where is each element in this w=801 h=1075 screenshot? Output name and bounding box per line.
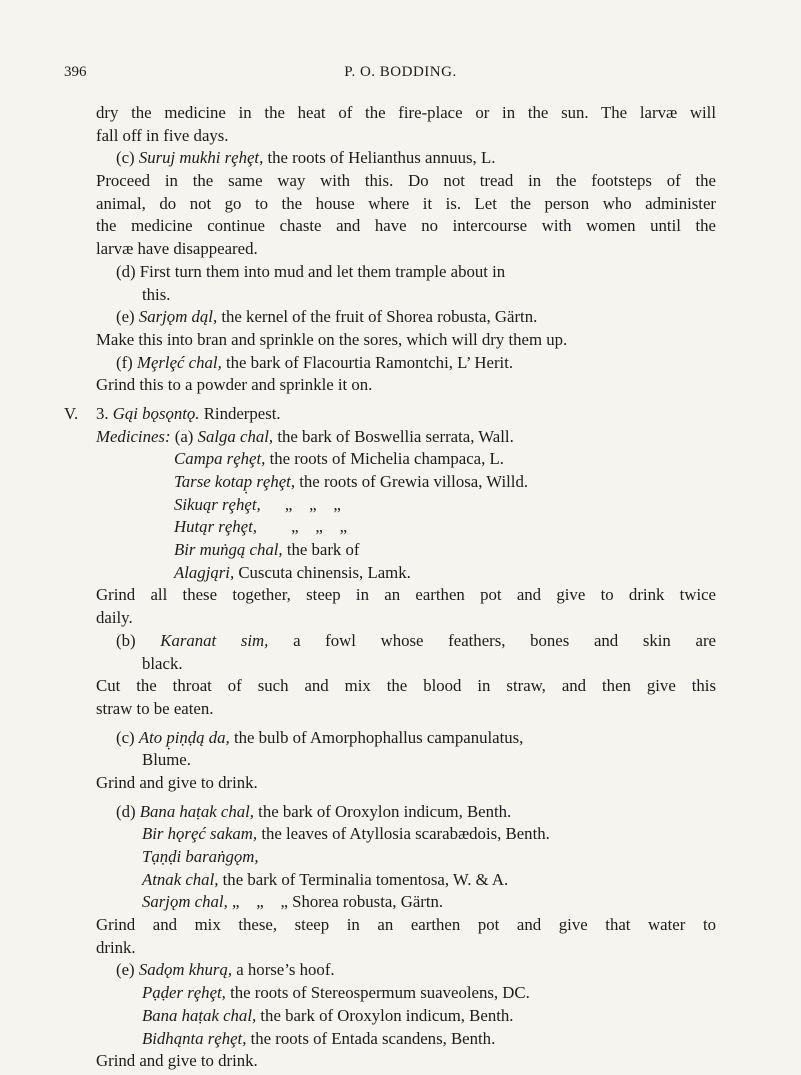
description: a fowl whose feathers, bones and skin are bbox=[293, 630, 716, 650]
item-label: (d) bbox=[116, 801, 136, 821]
remedy-line bbox=[96, 801, 716, 824]
text-line: Cut the throat of such and mix the blood in straw, and then give this bbox=[96, 676, 716, 696]
santali-term: Alagjąri, bbox=[174, 562, 235, 582]
remedy-line bbox=[96, 891, 716, 914]
item-label: (c) bbox=[116, 148, 135, 168]
remedy-line bbox=[96, 147, 716, 170]
text-line: this. bbox=[142, 284, 171, 304]
description: the roots of Helianthus annuus, L. bbox=[267, 148, 496, 168]
santali-term: Sarjǫm dąl, bbox=[138, 307, 218, 327]
remedy-line bbox=[96, 982, 716, 1005]
text-line: larvæ have disappeared. bbox=[96, 239, 258, 259]
santali-term: Bir muṅgą chal, bbox=[174, 540, 283, 560]
remedy-line bbox=[96, 823, 716, 846]
item-label: (e) bbox=[116, 960, 135, 980]
ditto-marks: „ „ „ bbox=[284, 494, 341, 514]
text-line: daily. bbox=[96, 608, 133, 628]
text-line: Blume. bbox=[142, 750, 191, 770]
description: the roots of Entada scandens, Benth. bbox=[250, 1028, 496, 1048]
page-header bbox=[0, 64, 801, 88]
text-line: animal, do not go to the house where it is. Let the person who administer bbox=[96, 193, 716, 213]
text-line: black. bbox=[142, 653, 183, 673]
section-number: 3. bbox=[96, 403, 109, 423]
item-label: (f) bbox=[116, 352, 133, 372]
description: the bark of Terminalia tomentosa, W. & A. bbox=[222, 869, 509, 889]
text-line: drink. bbox=[96, 937, 136, 957]
remedy-line bbox=[96, 261, 716, 284]
remedy-line bbox=[96, 727, 716, 750]
remedy-line bbox=[96, 959, 716, 982]
page-number: 396 bbox=[64, 64, 87, 80]
remedy-line bbox=[96, 471, 716, 494]
text-line: Proceed in the same way with this. Do not tread in the footsteps of the bbox=[96, 171, 716, 191]
text-line: Make this into bran and sprinkle on the sores, which will dry them up. bbox=[96, 329, 568, 349]
medicines-prefix: Medicines: bbox=[96, 426, 171, 446]
remedy-line bbox=[96, 448, 716, 471]
santali-term: Mȩrlȩć chal, bbox=[136, 352, 222, 372]
ditto-marks: „ „ „ bbox=[231, 892, 288, 912]
santali-term: Bana haṭak chal, bbox=[142, 1005, 257, 1025]
text-line: fall off in five days. bbox=[96, 125, 229, 145]
remedy-line bbox=[96, 869, 716, 892]
item-label: (d) bbox=[116, 261, 136, 281]
running-head: P. O. BODDING. bbox=[344, 64, 457, 80]
santali-term: Bana haṭak chal, bbox=[139, 801, 254, 821]
description: the roots of Michelia champaca, L. bbox=[269, 449, 504, 469]
item-label: (e) bbox=[116, 307, 135, 327]
remedy-line bbox=[96, 352, 716, 375]
section-heading bbox=[64, 403, 716, 426]
text-line: Grind all these together, steep in an earthen pot and give to drink twice bbox=[96, 585, 716, 605]
item-label: (a) bbox=[174, 426, 194, 446]
text-line: Grind this to a powder and sprinkle it on. bbox=[96, 375, 373, 395]
santali-term: Bidhąnta rȩhȩt, bbox=[142, 1028, 247, 1048]
description: First turn them into mud and let them trample about in bbox=[139, 261, 506, 281]
description: the leaves of Atyllosia scarabædois, Benth. bbox=[261, 824, 550, 844]
santali-term: Salga chal, bbox=[197, 426, 274, 446]
text-line: Grind and give to drink. bbox=[96, 772, 258, 792]
remedy-line bbox=[96, 539, 716, 562]
text-line: Grind and mix these, steep in an earthen pot and give that water to bbox=[96, 915, 716, 935]
remedy-line bbox=[96, 516, 716, 539]
description: Rinderpest. bbox=[203, 403, 281, 423]
description: Shorea robusta, Gärtn. bbox=[292, 892, 444, 912]
description: a horse’s hoof. bbox=[236, 960, 335, 980]
santali-term: Ato p̣iṇḍą da, bbox=[138, 727, 230, 747]
description: the bark of Oroxylon indicum, Benth. bbox=[260, 1005, 514, 1025]
description: the roots of Grewia villosa, Willd. bbox=[299, 472, 529, 491]
remedy-line bbox=[96, 630, 716, 653]
santali-term: Campa rȩhȩt, bbox=[174, 449, 266, 469]
santali-term: Bir hǫrȩć sakam, bbox=[142, 824, 258, 844]
description: the bark of Boswellia serrata, Wall. bbox=[277, 426, 514, 446]
margin-mark: V. bbox=[64, 403, 79, 423]
santali-term: Tarse kotap̣ rȩhȩt, bbox=[174, 472, 296, 491]
remedy-line bbox=[96, 494, 716, 517]
remedy-line bbox=[96, 306, 716, 329]
description: the kernel of the fruit of Shorea robusta, Gärtn. bbox=[221, 307, 538, 327]
santali-term: Karanat sim, bbox=[160, 630, 269, 650]
santali-term: Sarjǫm chal, bbox=[142, 892, 228, 912]
text-line: dry the medicine in the heat of the fire-place or in the sun. The larvæ will bbox=[96, 103, 716, 122]
description: the bulb of Amorphophallus campanulatus, bbox=[233, 727, 524, 747]
santali-term: Sadǫm khurą, bbox=[138, 960, 233, 980]
ditto-marks: „ „ „ bbox=[291, 517, 348, 537]
santali-term: Suruj mukhi rȩhȩt, bbox=[138, 148, 264, 168]
item-label: (c) bbox=[116, 727, 135, 747]
remedy-line bbox=[96, 846, 716, 869]
remedy-line bbox=[96, 1005, 716, 1028]
description: the bark of Flacourtia Ramontchi, L’ Herit. bbox=[225, 352, 514, 372]
remedy-line bbox=[96, 562, 716, 585]
description: the roots of Stereospermum suaveolens, DC. bbox=[230, 983, 530, 1003]
santali-term: Pạḍer rȩhȩt, bbox=[142, 983, 226, 1003]
santali-term: Sikuąr rȩhȩt, bbox=[174, 494, 261, 514]
item-label: (b) bbox=[116, 630, 136, 650]
remedy-line bbox=[96, 1028, 716, 1051]
description: the bark of bbox=[286, 540, 360, 560]
santali-term: Tạṇḍi baraṅgǫm, bbox=[142, 847, 259, 866]
santali-term: Gąi bǫsǫntǫ. bbox=[112, 403, 200, 423]
text-line: Grind and give to drink. bbox=[96, 1051, 258, 1071]
santali-term: Hutąr rȩhȩt, bbox=[174, 517, 257, 537]
remedy-line bbox=[96, 426, 716, 449]
description: Cuscuta chinensis, Lamk. bbox=[238, 562, 411, 582]
text-line: straw to be eaten. bbox=[96, 698, 214, 718]
description: the bark of Oroxylon indicum, Benth. bbox=[258, 801, 512, 821]
page-body bbox=[64, 102, 716, 1073]
text-line: the medicine continue chaste and have no intercourse with women until the bbox=[96, 216, 716, 236]
santali-term: Atnak chal, bbox=[142, 869, 219, 889]
